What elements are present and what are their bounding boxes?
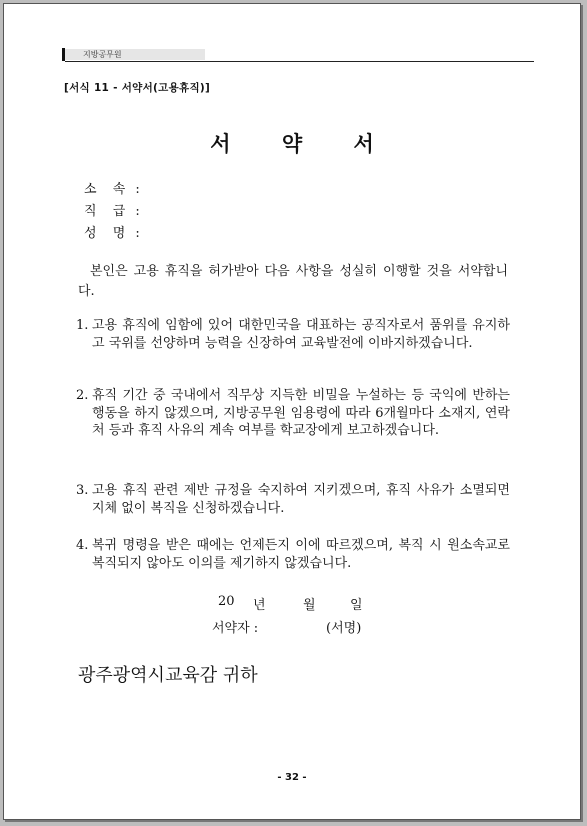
item-text: 휴직 기간 중 국내에서 직무상 지득한 비밀을 누설하는 등 국익에 반하는 행동을 하지 않겠으며, 지방공무원 임용령에 따라 6개월마다 소재지, 연락처 등과 휴직 사유의 계속 여부를 학교장에게 보고하겠습니다.	[92, 388, 510, 438]
item-number: 3.	[76, 483, 89, 498]
date-month-unit: 월	[303, 598, 316, 613]
running-header	[62, 48, 534, 62]
field-rank	[84, 200, 140, 219]
item-text: 복귀 명령을 받은 때에는 언제든지 이에 따르겠으며, 복직 시 원소속교로 복직되지 않아도 이의를 제기하지 않겠습니다.	[92, 538, 510, 571]
form-label: [서식 11 - 서약서(고용휴직)]	[64, 82, 211, 94]
signer-label: 서약자 :	[212, 621, 259, 636]
pledge-item-1	[76, 317, 510, 352]
item-number: 1.	[76, 318, 89, 333]
field-colon: :	[135, 182, 140, 197]
field-colon: :	[135, 226, 140, 241]
signature-placeholder: (서명)	[326, 621, 362, 636]
page-number: - 32 -	[277, 772, 307, 783]
item-text: 고용 휴직에 임함에 있어 대한민국을 대표하는 공직자로서 품위를 유지하고 국위를 선양하며 능력을 신장하여 교육발전에 이바지하겠습니다.	[92, 318, 510, 351]
document-page	[3, 3, 581, 820]
intro-paragraph: 본인은 고용 휴직을 허가받아 다음 사항을 성실히 이행할 것을 서약합니다.	[78, 264, 508, 299]
pledge-item-3	[76, 482, 510, 517]
field-name	[84, 222, 140, 241]
document-title: 서 약 서	[210, 131, 396, 156]
header-label: 지방공무원	[65, 49, 205, 60]
field-label: 성 명	[84, 226, 132, 241]
pledge-item-2	[76, 387, 510, 440]
date-year-unit: 년	[253, 598, 266, 613]
field-label: 직 급	[84, 204, 132, 219]
item-number: 4.	[76, 538, 89, 553]
field-colon: :	[135, 204, 140, 219]
header-rule	[65, 61, 534, 62]
recipient: 광주광역시교육감 귀하	[78, 665, 258, 686]
date-day-unit: 일	[350, 598, 363, 613]
field-label: 소 속	[84, 182, 132, 197]
pledge-item-4	[76, 537, 510, 572]
item-number: 2.	[76, 388, 89, 403]
field-affiliation	[84, 178, 140, 197]
date-year: 20	[218, 594, 235, 609]
item-text: 고용 휴직 관련 제반 규정을 숙지하여 지키겠으며, 휴직 사유가 소멸되면 지체 없이 복직을 신청하겠습니다.	[92, 483, 510, 516]
